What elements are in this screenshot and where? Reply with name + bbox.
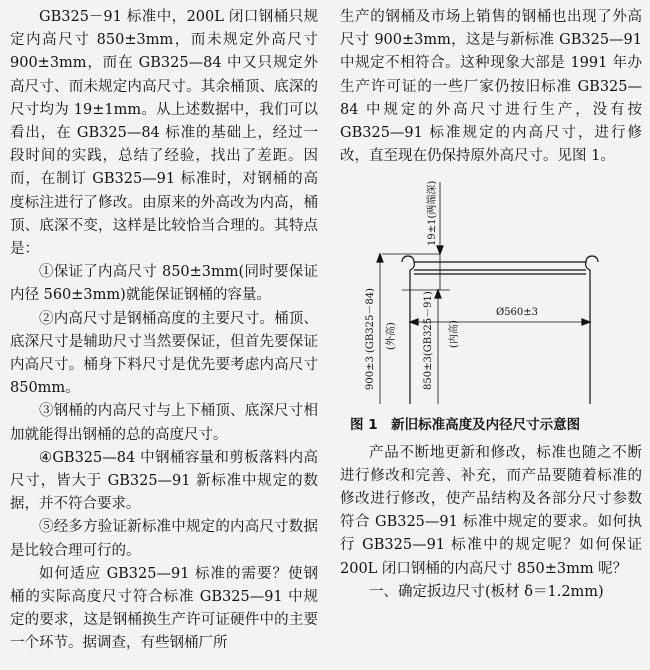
paragraph-point-1: ①保证了内高尺寸 850±3mm(同时要保证内径 560±3mm)就能保证钢桶的容量。 xyxy=(10,264,318,304)
section-heading: 一、确定扳边尺寸(板材 δ＝1.2mm) xyxy=(369,583,604,600)
paragraph-point-5: ⑤经多方验证新标准中规定的内高尺寸数据是比较合理可行的。 xyxy=(10,519,318,559)
top-depth-label: 19±1(两端深) xyxy=(427,181,438,247)
figure-1-drum-diagram xyxy=(340,172,642,412)
paragraph-point-2: ②内高尺寸是钢桶高度的主要尺寸。桶顶、底深尺寸是辅助尺寸当然要保证，但首先要保证内高尺寸。桶身下料尺寸是优先要考虑内高尺寸 850mm。 xyxy=(10,310,318,397)
outer-height-note: (外高) xyxy=(386,322,397,351)
right-column xyxy=(340,6,642,604)
paragraph-continued: 生产的钢桶及市场上销售的钢桶也出现了外高尺寸 900±3mm，这是与新标准 GB325—91 中规定不相符合。这种现象大部是 1991 年办生产许可证的一些厂家仍按旧标准 GB325—84 中规定的外高尺寸进行生产，没有按 GB325—91 标准规定的内高尺寸，进行修改，直至现在仍保持原外高尺寸。见图 1。 xyxy=(340,9,642,165)
figure-caption: 图 1 新旧标准高度及内径尺寸示意图 xyxy=(350,417,581,434)
paragraph-standards: 产品不断地更新和修改，标准也随之不断进行修改和完善、补充，而产品要随着标准的修改进行修改，使产品结构及各部分尺寸参数符合 GB325—91 标准中规定的要求。如何执行 GB325—91 标准中的规定呢？如何保证 200L 闭口钢桶的内高尺寸 850±3mm 呢？ xyxy=(340,444,642,577)
paragraph-intro: GB325－91 标准中，200L 闭口钢桶只规定内高尺寸 850±3mm，而未规定外高尺寸 900±3mm，而在 GB325—84 中又只规定外高尺寸、而未规定内高尺寸。其余桶顶、底深的尺寸均为 19±1mm。从上述数据中，我们可以看出，在 GB325—84 标准的基础上，经过一段时间的实践，总结了经验，找出了差距。因而，在制订 GB325—91 标准时，对钢桶的高度标注进行了修改。由原来的外高改为内高，桶顶、底深不变，这样是比较恰当合理的。其特点是： xyxy=(10,9,318,258)
paragraph-point-3: ③钢桶的内高尺寸与上下桶顶、底深尺寸相加就能得出钢桶的总的高度尺寸。 xyxy=(10,403,318,443)
drum-top-seam xyxy=(402,256,598,262)
outer-height-label: 900±3 (GB325－84) xyxy=(365,288,376,391)
drum-dimension-drawing xyxy=(340,172,642,412)
inner-height-label: 850±3(GB325－91) xyxy=(423,291,434,391)
diameter-label: Ø560±3 xyxy=(496,307,539,319)
paragraph-question: 如何适应 GB325—91 标准的需要？使钢桶的实际高度尺寸符合标准 GB325—91 中规定的要求，这是钢桶换生产许可证硬件中的主要一个环节。据调查，有些钢桶厂所 xyxy=(10,565,318,652)
left-column xyxy=(10,6,318,656)
paragraph-point-4: ④GB325—84 中钢桶容量和剪板落料内高尺寸，皆大于 GB325—91 新标准中规定的数据，并不符合要求。 xyxy=(10,449,318,513)
inner-height-note: (内高) xyxy=(449,320,460,349)
